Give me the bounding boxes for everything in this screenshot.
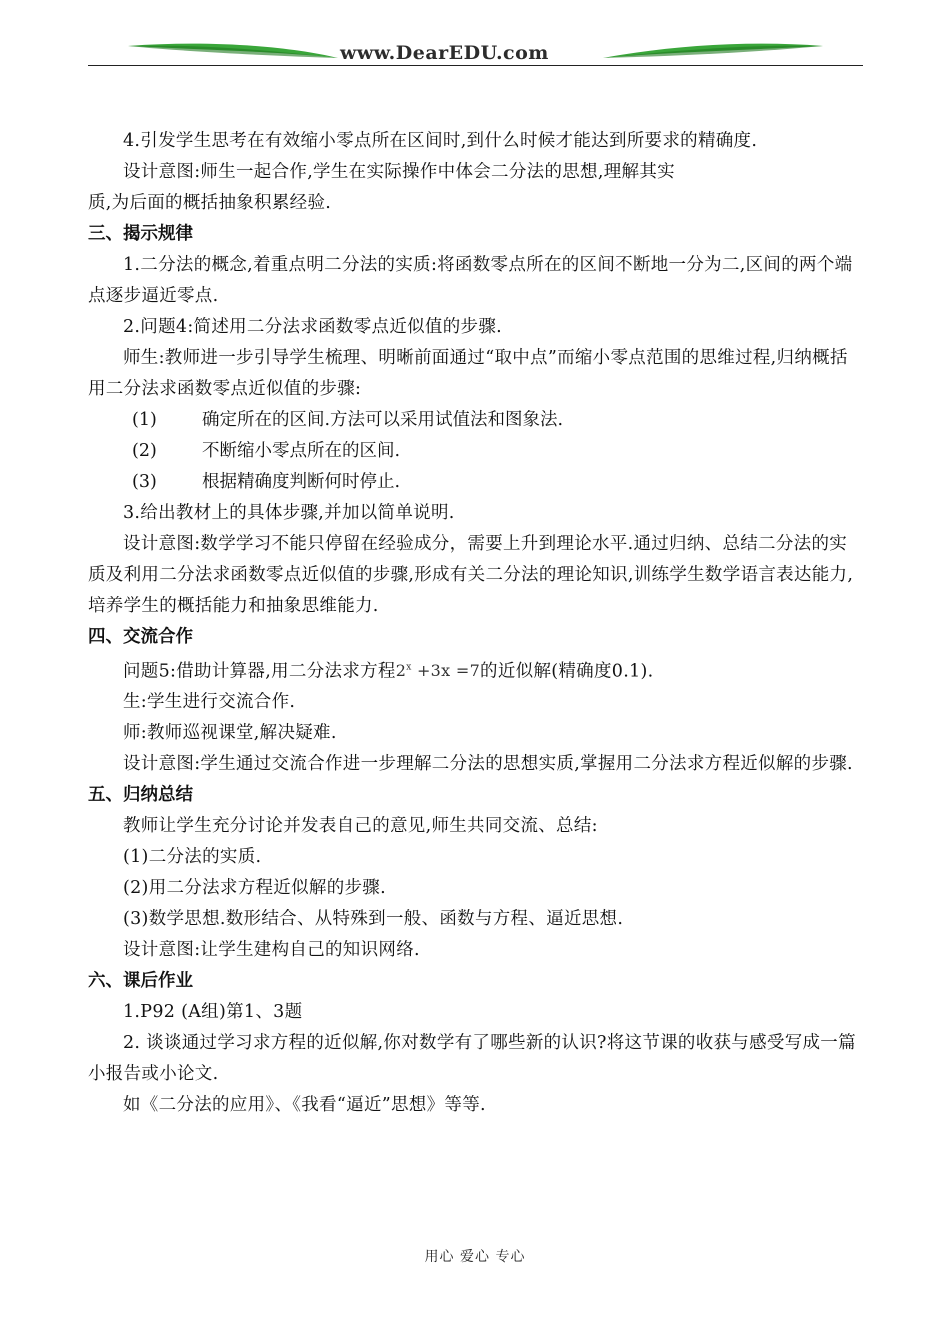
step-text: 根据精确度判断何时停止.	[202, 472, 401, 492]
equation	[396, 661, 480, 680]
paragraph: (2)用二分法求方程近似解的步骤.	[123, 878, 386, 899]
paragraph: 设计意图:数学学习不能只停留在经验成分，需要上升到理论水平.通过归纳、总结二分法的实质及利用二分法求函数零点近似值的步骤,形成有关二分法的理论知识,训练学生数学语言表达能力,培养学生的概括能力和抽象思维能力.	[88, 534, 854, 616]
paragraph: (1)二分法的实质.	[123, 847, 262, 868]
header-rule	[88, 65, 863, 66]
step-number: (1)	[132, 410, 157, 430]
question-text: 的近似解(精确度0.1).	[480, 661, 654, 682]
paragraph: 如《二分法的应用》、《我看“逼近”思想》等等.	[123, 1095, 486, 1116]
section-heading: 四、交流合作	[88, 627, 193, 647]
paragraph: 师:教师巡视课堂,解决疑难.	[123, 723, 337, 744]
paragraph: 教师让学生充分讨论并发表自己的意见,师生共同交流、总结:	[123, 816, 598, 837]
equation-rest: +3x =7	[411, 661, 481, 681]
paragraph: 设计意图:师生一起合作,学生在实际操作中体会二分法的思想,理解其实	[123, 162, 675, 182]
paragraph	[88, 653, 864, 687]
paragraph: 生:学生进行交流合作.	[123, 692, 296, 713]
paragraph: 设计意图:学生通过交流合作进一步理解二分法的思想实质,掌握用二分法求方程近似解的步骤.	[123, 754, 853, 775]
paragraph: 质,为后面的概括抽象积累经验.	[88, 193, 332, 213]
document-body	[88, 126, 864, 1121]
page-footer: 用心 爱心 专心	[424, 1249, 526, 1265]
step-item	[88, 436, 864, 467]
site-logo-text: www.DearEDU.com	[340, 42, 549, 64]
step-item	[88, 467, 864, 498]
equation-base: 2	[395, 661, 407, 681]
paragraph: (3)数学思想.数形结合、从特殊到一般、函数与方程、逼近思想.	[123, 909, 624, 930]
step-text: 不断缩小零点所在的区间.	[202, 441, 401, 461]
section-heading: 五、归纳总结	[88, 785, 193, 806]
paragraph: 4.引发学生思考在有效缩小零点所在区间时,到什么时候才能达到所要求的精确度.	[123, 131, 758, 151]
equation-exponent: x	[406, 663, 412, 673]
question-text: 问题5:借助计算器,用二分法求方程	[123, 661, 396, 682]
step-text: 确定所在的区间.方法可以采用试值法和图象法.	[202, 410, 564, 430]
paragraph: 1.二分法的概念,着重点明二分法的实质:将函数零点所在的区间不断地一分为二,区间的两个端点逐步逼近零点.	[88, 255, 853, 306]
step-number: (2)	[132, 441, 157, 461]
paragraph: 3.给出教材上的具体步骤,并加以简单说明.	[123, 503, 455, 523]
paragraph: 2.问题4:简述用二分法求函数零点近似值的步骤.	[123, 317, 502, 337]
step-item	[88, 405, 864, 436]
paragraph: 1.P92 (A组)第1、3题	[123, 1002, 303, 1023]
section-heading: 三、揭示规律	[88, 224, 193, 244]
paragraph: 2. 谈谈通过学习求方程的近似解,你对数学有了哪些新的认识?将这节课的收获与感受写成一篇小报告或小论文.	[88, 1033, 856, 1085]
section-heading: 六、课后作业	[88, 971, 193, 992]
paragraph: 师生:教师进一步引导学生梳理、明晰前面通过“取中点”而缩小零点范围的思维过程,归纳概括用二分法求函数零点近似值的步骤:	[88, 348, 848, 399]
paragraph: 设计意图:让学生建构自己的知识网络.	[123, 940, 420, 961]
step-number: (3)	[132, 472, 157, 492]
